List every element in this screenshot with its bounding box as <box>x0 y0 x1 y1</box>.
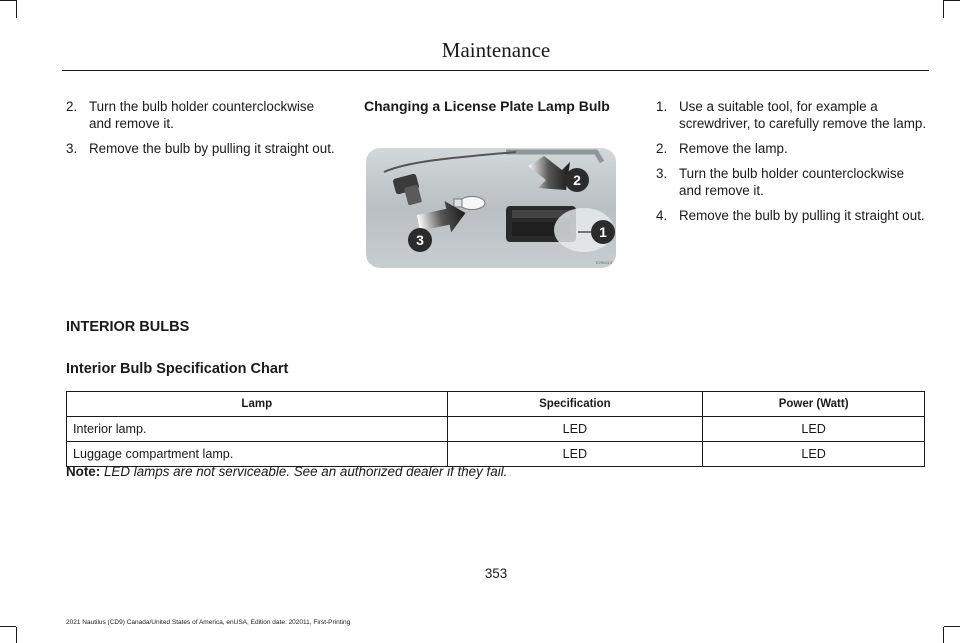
column-header-power: Power (Watt) <box>703 392 925 417</box>
license-plate-lamp-figure <box>366 148 616 268</box>
column-header-lamp: Lamp <box>67 392 448 417</box>
crop-mark <box>943 0 944 18</box>
note-label: Note: <box>66 464 101 479</box>
crop-mark <box>944 626 960 627</box>
step-number: 3. <box>66 141 78 156</box>
figure-id: E290213 <box>595 260 612 265</box>
table-cell: Interior lamp. <box>67 417 448 442</box>
crop-mark <box>944 0 960 1</box>
list-item <box>656 98 928 132</box>
table-cell: LED <box>447 442 703 467</box>
step-number: 1. <box>656 99 668 114</box>
note-text: LED lamps are not serviceable. See an authorized dealer if they fail. <box>103 464 508 479</box>
crop-mark <box>943 627 944 643</box>
step-number: 4. <box>656 208 668 223</box>
table-cell: LED <box>447 417 703 442</box>
table-cell: LED <box>703 442 925 467</box>
crop-mark <box>16 0 17 18</box>
crop-mark <box>0 626 16 627</box>
interior-bulbs-heading: INTERIOR BULBS <box>66 319 190 335</box>
step-number: 3. <box>656 166 668 181</box>
table-cell: LED <box>703 417 925 442</box>
note <box>66 464 507 479</box>
callout-label: 2 <box>573 172 581 188</box>
callout-label: 3 <box>416 232 424 248</box>
table-cell: Luggage compartment lamp. <box>67 442 448 467</box>
page-header-title: Maintenance <box>441 38 551 62</box>
list-item <box>66 140 338 157</box>
step-text: Turn the bulb holder counterclockwise and remove it. <box>89 99 315 131</box>
left-steps-list <box>66 98 338 165</box>
table-row <box>67 417 925 442</box>
interior-bulb-spec-table <box>66 391 925 467</box>
footer-edition-info: 2021 Nautilus (CD9) Canada/United States of America, enUSA, Edition date: 202011, First-Printing <box>66 619 351 626</box>
spec-chart-title: Interior Bulb Specification Chart <box>66 361 289 377</box>
crop-mark <box>16 627 17 643</box>
list-item <box>656 140 928 157</box>
page-number: 353 <box>484 566 508 581</box>
column-header-specification: Specification <box>447 392 703 417</box>
callout-label: 1 <box>599 224 607 240</box>
list-item <box>66 98 338 132</box>
step-number: 2. <box>66 99 78 114</box>
step-text: Use a suitable tool, for example a screwdriver, to carefully remove the lamp. <box>679 99 927 131</box>
step-number: 2. <box>656 141 668 156</box>
step-text: Remove the bulb by pulling it straight out. <box>89 141 335 156</box>
list-item <box>656 165 928 199</box>
header-rule <box>62 70 929 71</box>
crop-mark <box>0 0 16 1</box>
license-plate-heading: Changing a License Plate Lamp Bulb <box>364 98 610 114</box>
list-item <box>656 207 928 224</box>
table-row <box>67 442 925 467</box>
step-text: Turn the bulb holder counterclockwise and remove it. <box>679 166 905 198</box>
right-steps-list <box>656 98 928 232</box>
step-text: Remove the lamp. <box>679 141 788 156</box>
table-header-row <box>67 392 925 417</box>
step-text: Remove the bulb by pulling it straight out. <box>679 208 925 223</box>
